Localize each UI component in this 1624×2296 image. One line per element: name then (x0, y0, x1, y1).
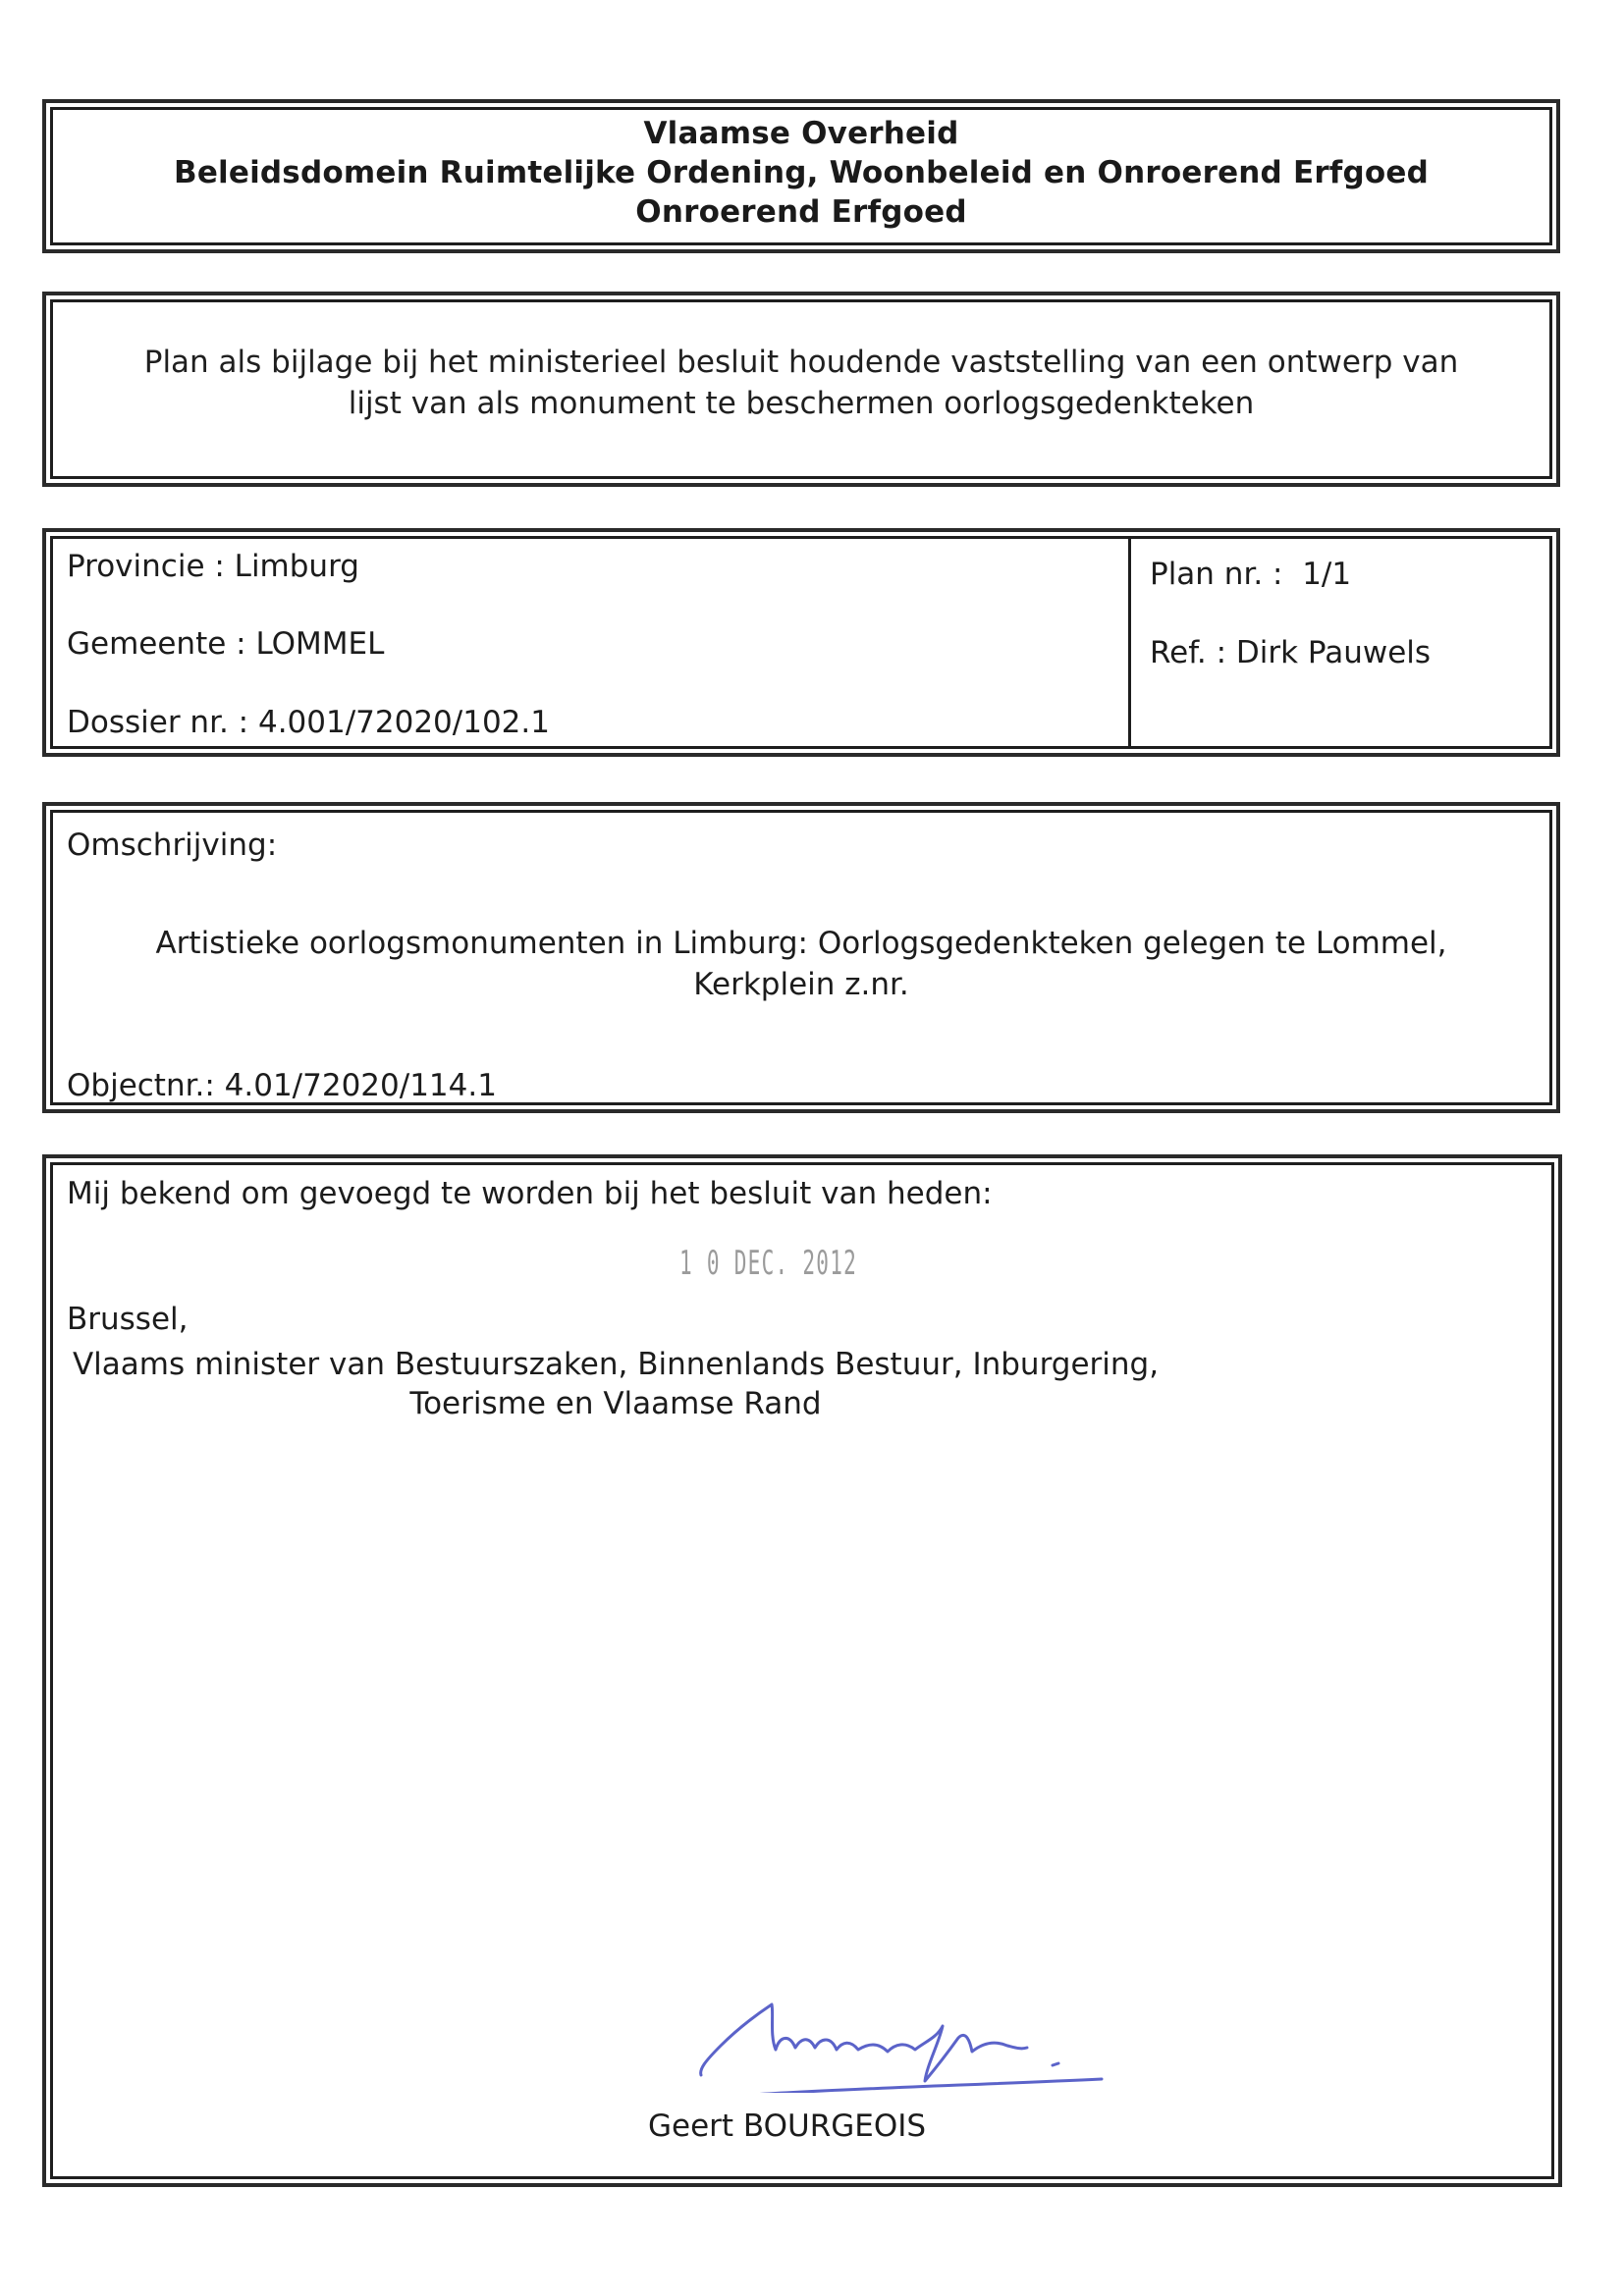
header-line-agency: Onroerend Erfgoed (635, 194, 967, 230)
info-box-inner (50, 536, 1552, 749)
minister-title (53, 1345, 1178, 1423)
dossier-number-field: Dossier nr. : 4.001/72020/102.1 (67, 705, 550, 740)
handwritten-signature-icon (642, 1975, 1231, 2093)
date-stamp: 1 0 DEC. 2012 (679, 1244, 858, 1283)
plan-description-line-1: Plan als bijlage bij het ministerieel besluit houdende vaststelling van een ontwerp van (143, 345, 1459, 380)
info-column-divider (1128, 539, 1131, 746)
minister-title-line-2: Toerisme en Vlaamse Rand (409, 1386, 822, 1421)
plan-description-box (42, 292, 1560, 487)
header-box (42, 99, 1560, 253)
plan-description-line-2: lijst van als monument te beschermen oorlogsgedenkteken (348, 386, 1255, 421)
header-box-inner (50, 107, 1552, 245)
description-line-1: Artistieke oorlogsmonumenten in Limburg: Oorlogsgedenkteken gelegen te Lommel, (155, 926, 1447, 961)
plan-description (53, 342, 1549, 424)
city-text: Brussel, (67, 1302, 189, 1337)
plan-description-box-inner (50, 299, 1552, 479)
description-label: Omschrijving: (67, 828, 278, 863)
description-box-inner (50, 810, 1552, 1105)
reference-field: Ref. : Dirk Pauwels (1150, 635, 1432, 670)
header-line-policy-domain: Beleidsdomein Ruimtelijke Ordening, Woonbeleid en Onroerend Erfgoed (173, 155, 1429, 190)
minister-title-line-1: Vlaams minister van Bestuurszaken, Binnenlands Bestuur, Inburgering, (72, 1347, 1160, 1382)
provincie-field: Provincie : Limburg (67, 549, 359, 584)
description-line-2: Kerkplein z.nr. (693, 967, 909, 1002)
object-number-field: Objectnr.: 4.01/72020/114.1 (67, 1068, 497, 1103)
approval-box (42, 1154, 1562, 2187)
gemeente-field: Gemeente : LOMMEL (67, 626, 385, 662)
plan-number-field: Plan nr. : 1/1 (1150, 557, 1352, 592)
approval-intro-text: Mij bekend om gevoegd te worden bij het besluit van heden: (67, 1176, 993, 1211)
header-title (53, 114, 1549, 232)
approval-box-inner (50, 1162, 1554, 2179)
signatory-name: Geert BOURGEOIS (648, 2109, 927, 2144)
description-box (42, 802, 1560, 1113)
info-box (42, 528, 1560, 757)
description-text (53, 923, 1549, 1005)
header-line-authority: Vlaamse Overheid (643, 116, 959, 151)
